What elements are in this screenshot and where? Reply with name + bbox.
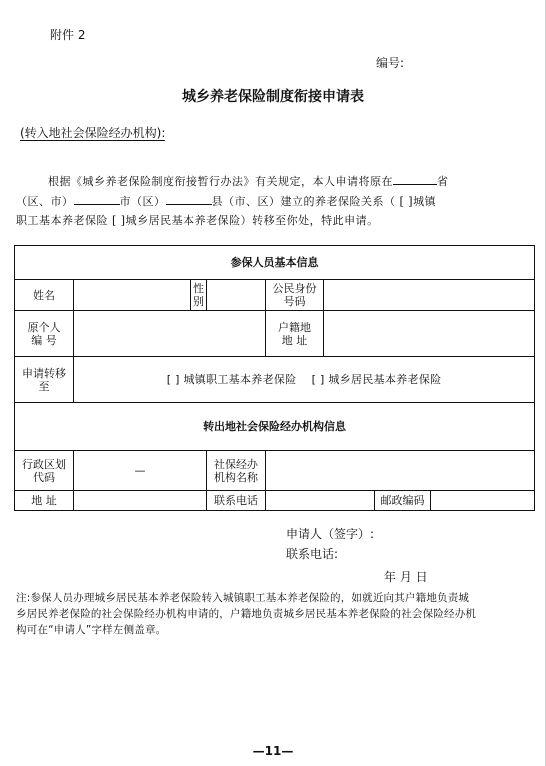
note-line-1: 注:参保人员办理城乡居民基本养老保险转入城镇职工基本养老保险的，如就近向其户籍地负责城 [16,592,470,604]
agency-name-field[interactable] [266,451,535,491]
gender-label-line-2: 别 [193,295,204,308]
city-suffix: 市（区） [119,195,166,208]
attachment-label: 附件 2 [50,28,86,42]
postcode-field[interactable] [431,491,535,511]
option-urban-employee-checkbox[interactable]: [ ] 城镇职工基本养老保险 [166,373,297,386]
postcode-label: 邮政编码 [375,491,431,511]
agency-label-line-1: 社保经办 [214,457,258,471]
region-label-line-1: 行政区划 [22,457,66,471]
personal-number-row [15,311,535,357]
city-blank[interactable] [74,194,120,205]
transfer-row [15,357,535,403]
applicant-signature-label: 申请人（签字）: [286,527,375,541]
section-agency-info: 转出地社会保险经办机构信息 [15,403,535,451]
body-line-3-text: 职工基本养老保险 [ ]城乡居民基本养老保险）转移至你处，特此申请。 [16,214,379,227]
province-suffix: 省 [437,175,449,188]
transfer-label-line-1: 申请转移 [22,366,66,380]
region-code-label [15,451,74,491]
section-header-row [15,246,535,280]
addressee-line [20,124,165,141]
personal-number-label-line-1: 原个人 [27,320,61,334]
address-label: 地 址 [15,491,74,511]
personal-number-field[interactable] [74,311,266,357]
body-line-1-text: 根据《城乡养老保险制度衔接暂行办法》有关规定，本人申请将原在 [48,175,393,188]
region-label-line-2: 代码 [33,470,55,484]
household-address-label [266,311,324,357]
household-label-line-1: 户籍地 [278,320,311,334]
application-form-table [14,245,535,511]
id-number-field[interactable] [324,280,535,311]
agency-name-label [207,451,266,491]
region-row [15,451,535,491]
body-line-1 [48,173,449,189]
id-label-line-2: 号码 [283,295,306,308]
number-label: 编号: [376,56,405,70]
province-blank[interactable] [393,174,437,185]
region-suffix: （区、市） [16,195,74,208]
id-label [266,280,324,311]
addressee-text: (转入地社会保险经办机构): [20,126,166,140]
page-number: —11— [252,744,294,758]
region-code-field[interactable]: — [74,451,207,491]
transfer-label [15,357,74,403]
transfer-label-line-2: 至 [38,379,50,393]
section-basic-info: 参保人员基本信息 [15,246,535,280]
page-title: 城乡养老保险制度衔接申请表 [182,89,364,105]
county-blank[interactable] [166,194,212,205]
household-label-line-2: 地 址 [281,333,308,347]
name-label: 姓名 [15,280,74,311]
phone-field[interactable] [266,491,375,511]
gender-field[interactable] [207,280,266,311]
personal-number-label [15,311,74,357]
note-line-2: 乡居民养老保险的社会保险经办机构申请的，户籍地负责城乡居民基本养老保险的社会保险经办机 [16,608,477,620]
option-urban-rural-checkbox[interactable]: [ ] 城乡居民基本养老保险 [311,373,442,386]
address-field[interactable] [74,491,207,511]
id-label-line-1: 公民身份 [272,282,317,295]
note-line-3: 构可在“申请人”字样左侧盖章。 [16,624,167,636]
date-label: 年 月 日 [384,570,428,584]
address-row [15,491,535,511]
phone-label: 联系电话 [207,491,266,511]
section-header-row-2 [15,403,535,451]
body-line-3 [16,212,379,228]
body-line-2 [16,193,436,209]
county-suffix: 县（市、区）建立的养老保险关系（ [ ]城镇 [211,195,437,208]
gender-label-line-1: 性 [193,282,204,295]
agency-label-line-2: 机构名称 [214,470,258,484]
transfer-options [74,357,535,403]
household-address-field[interactable] [324,311,535,357]
personal-number-label-line-2: 编 号 [31,333,57,347]
name-row [15,280,535,311]
contact-phone-label: 联系电话: [286,547,339,561]
gender-label [191,280,207,311]
name-field[interactable] [74,280,191,311]
